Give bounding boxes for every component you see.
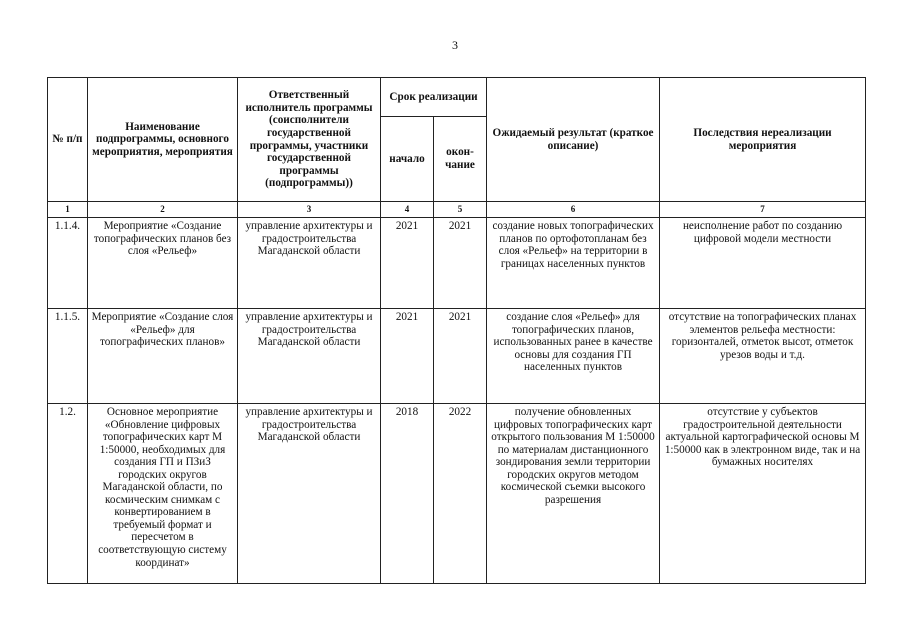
- row-result: создание новых топографических планов по ортофотопланам без слоя «Рельеф» на территории в границах населенных пунктов: [487, 218, 660, 309]
- row-executor: управление архитектуры и градостроительства Магаданской области: [238, 218, 381, 309]
- header-term: Срок реализации: [381, 78, 487, 117]
- row-executor: управление архитектуры и градостроительства Магаданской области: [238, 309, 381, 404]
- header-consequences: Последствия нереализации мероприятия: [660, 78, 866, 202]
- row-result: получение обновленных цифровых топографических карт открытого пользования М 1:50000 по материалам дистанционного зондирования земли территории городских округов методом космической съемки высокого разрешения: [487, 404, 660, 584]
- row-result: создание слоя «Рельеф» для топографических планов, использованных ранее в качестве основы для создания ГП населенных пунктов: [487, 309, 660, 404]
- header-name: Наименование подпрограммы, основного мероприятия, мероприятия: [88, 78, 238, 202]
- program-table: [47, 77, 866, 584]
- column-number: 7: [660, 202, 866, 218]
- header-end: окон-чание: [434, 117, 487, 202]
- column-number: 2: [88, 202, 238, 218]
- header-result: Ожидаемый результат (краткое описание): [487, 78, 660, 202]
- row-start: 2018: [381, 404, 434, 584]
- table-row: [48, 404, 866, 584]
- row-consequences: отсутствие на топографических планах элементов рельефа местности: горизонталей, отметок высот, отметок урезов воды и т.д.: [660, 309, 866, 404]
- row-consequences: неисполнение работ по созданию цифровой модели местности: [660, 218, 866, 309]
- column-number: 1: [48, 202, 88, 218]
- column-number: 6: [487, 202, 660, 218]
- row-name: Мероприятие «Создание слоя «Рельеф» для топографических планов»: [88, 309, 238, 404]
- table-row: [48, 218, 866, 309]
- row-name: Мероприятие «Создание топографических планов без слоя «Рельеф»: [88, 218, 238, 309]
- row-name: Основное мероприятие «Обновление цифровых топографических карт М 1:50000, необходимых для создания ГП и ПЗиЗ городских округов Магаданской области, по космическим снимкам с конвертированием в требуемый формат и пересчетом в соответствующую систему координат»: [88, 404, 238, 584]
- row-end: 2021: [434, 309, 487, 404]
- row-end: 2022: [434, 404, 487, 584]
- header-start: начало: [381, 117, 434, 202]
- column-number: 4: [381, 202, 434, 218]
- table-row: [48, 309, 866, 404]
- row-num: 1.1.5.: [48, 309, 88, 404]
- column-number: 3: [238, 202, 381, 218]
- row-start: 2021: [381, 218, 434, 309]
- column-number: 5: [434, 202, 487, 218]
- row-executor: управление архитектуры и градостроительства Магаданской области: [238, 404, 381, 584]
- row-num: 1.1.4.: [48, 218, 88, 309]
- page-number: 3: [452, 38, 458, 52]
- header-executor: Ответственный исполнитель программы (соисполнители государственной программы, участники государственной программы (подпрограммы)): [238, 78, 381, 202]
- header-num: № п/п: [48, 78, 88, 202]
- row-end: 2021: [434, 218, 487, 309]
- row-consequences: отсутствие у субъектов градостроительной деятельности актуальной картографической основы М 1:50000 как в электронном виде, так и на бумажных носителях: [660, 404, 866, 584]
- row-start: 2021: [381, 309, 434, 404]
- row-num: 1.2.: [48, 404, 88, 584]
